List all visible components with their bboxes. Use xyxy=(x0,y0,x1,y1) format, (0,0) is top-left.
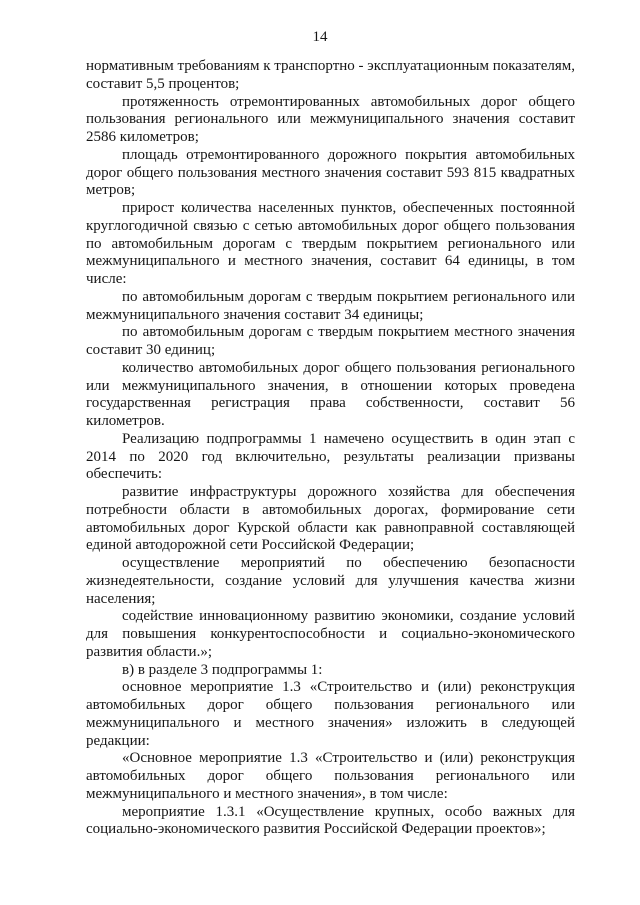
paragraph: площадь отремонтированного дорожного покрытия автомобильных дорог общего пользования местного значения составит 593 815 квадратных метров; xyxy=(86,146,575,199)
paragraph: основное мероприятие 1.3 «Строительство и (или) реконструкция автомобильных дорог общего пользования регионального или межмуниципального и местного значения» изложить в следующей редакции: xyxy=(86,679,575,749)
paragraph: «Основное мероприятие 1.3 «Строительство и (или) реконструкция автомобильных дорог общего пользования регионального или межмуниципального и местного значения», в том числе: xyxy=(86,750,575,802)
paragraph: по автомобильным дорогам с твердым покрытием местного значения составит 30 единиц; xyxy=(86,324,575,358)
paragraph: количество автомобильных дорог общего пользования регионального или межмуниципального значения, в отношении которых проведена государственная регистрация права собственности, составит 56 километров. xyxy=(86,359,575,429)
paragraph: прирост количества населенных пунктов, обеспеченных постоянной круглогодичной связью с сетью автомобильных дорог общего пользования по автомобильным дорогам с твердым покрытием регионального или межмуниципального и местного значения, составит 64 единицы, в том числе: xyxy=(86,200,575,287)
page-number: 14 xyxy=(312,29,328,45)
document-body xyxy=(86,58,575,839)
paragraph: развитие инфраструктуры дорожного хозяйства для обеспечения потребности области в автомобильных дорогах, формирование сети автомобильных дорог Курской области как равноправной составляющей единой автодорожной сети Российской Федерации; xyxy=(86,484,575,554)
paragraph: осуществление мероприятий по обеспечению безопасности жизнедеятельности, создание условий для улучшения качества жизни населения; xyxy=(86,555,575,607)
paragraph: протяженность отремонтированных автомобильных дорог общего пользования регионального или межмуниципального значения составит 2586 километров; xyxy=(86,93,575,145)
paragraph: мероприятие 1.3.1 «Осуществление крупных, особо важных для социально-экономического развития Российской Федерации проектов»; xyxy=(86,803,575,838)
paragraph: в) в разделе 3 подпрограммы 1: xyxy=(122,661,323,678)
paragraph: Реализацию подпрограммы 1 намечено осуществить в один этап с 2014 по 2020 год включительно, результаты реализации призваны обеспечить: xyxy=(86,430,575,483)
paragraph: нормативным требованиям к транспортно - эксплуатационным показателям, составит 5,5 процентов; xyxy=(86,58,575,92)
paragraph: по автомобильным дорогам с твердым покрытием регионального или межмуниципального значения составит 34 единицы; xyxy=(86,288,575,323)
paragraph: содействие инновационному развитию экономики, создание условий для повышения конкурентоспособности и социально-экономического развития области.»; xyxy=(86,608,575,660)
